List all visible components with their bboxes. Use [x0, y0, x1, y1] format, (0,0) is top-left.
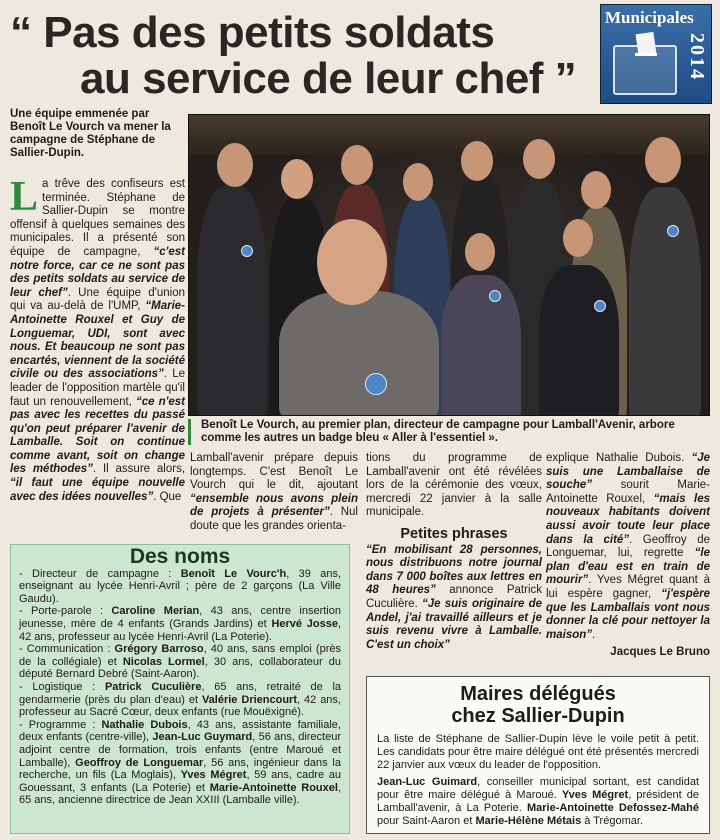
quote: “ce n'est pas avec les recettes du passé qu'on peut préparer l'avenir de Lamballe. Soit on continue comme avant, soit on change les méthodes”: [10, 395, 185, 476]
maires-box: [366, 676, 710, 834]
quote: “Je suis une Lamballaise de souche”: [546, 452, 710, 492]
quote: “ensemble nous avons plein de projets à présenter”: [190, 492, 358, 519]
quote: “mais les nouveaux habitants doivent aussi avoir toute leur place dans la cité”: [546, 492, 710, 546]
names-item: - Porte-parole : Caroline Merian, 43 ans, centre insertion jeunesse, mère de 4 enfants (Grands Jardins) et Hervé Josse, 42 ans, professeur au lycée Henri-Avril (La Poterie).: [19, 605, 341, 643]
quote: “Marie-Antoinette Rouxel et Guy de Longuemar, UDI, sont avec nous. Et beaucoup ne sont pas encartés, viennent de la société civile ou des associations”: [10, 300, 185, 381]
headline-line-1: “ Pas des petits soldats: [10, 8, 495, 57]
municipales-badge: [600, 4, 712, 104]
blue-badge-icon: [365, 373, 387, 395]
quote: “le plan d'eau est en train de mourir”: [546, 547, 710, 587]
quote: “Je suis originaire de Andel, j'ai travaillé ailleurs et je suis revenu vivre à Lamballe. C'est un choix”: [366, 597, 542, 651]
quote: “j'espère que les Lamballais vont nous donner la clé pour nettoyer la maison”: [546, 587, 710, 641]
badge-year: 2014: [686, 33, 708, 81]
article-column-1: La trêve des confiseurs est terminée. Stéphane de Sallier-Dupin se montre offensif à quelques semaines des municipales. Il a présenté son équipe de campagne, “c'est notre force, car ce ne sont pas des petits soldats au service de leur chef”. Une équipe d'union qui va au-delà de l'UMP, “Marie-Antoinette Rouxel et Guy de Longuemar, UDI, sont avec nous. Et beaucoup ne sont pas encartés, viennent de la société civile ou des associations”. Le leader de l'opposition martèle qu'il faut un renouvellement, “ce n'est pas avec les recettes du passé qu'on peut préparer l'avenir de Lamballe. Soit on continue comme avant, soit on change les méthodes”. Il assure alors, “il faut une équipe nouvelle avec des idées nouvelles”. Que: [10, 174, 186, 503]
maires-candidates: Jean-Luc Guimard, conseiller municipal sortant, est candidat pour être maire délégué à Maroué. Yves Mégret, président de Lamball'avenir, à La Poterie. Marie-Antoinette Defossez-Mahé pour Saint-Aaron et Marie-Hélène Métais à Trégomar.: [377, 776, 700, 827]
article-column-3: tions du programme de Lamball'avenir ont été révélées lors de la cérémonie des vœux, mercredi 22 janvier à la salle municipale. Petites phrases “En mobilisant 28 personnes, nous distribuons notre journal dans 7 000 boîtes aux lettres en 48 heures” annonce Patrick Cuculière. “Je suis originaire de Andel, j'ai travaillé ailleurs et je suis revenu vivre à Lamballe. C'est un choix”: [366, 452, 542, 651]
maires-box-title: Maires délégués chez Sallier-Dupin: [451, 683, 625, 727]
names-item: - Communication : Grégory Barroso, 40 ans, sans emploi (près de la collégiale) et Nicolas Lormel, 30 ans, collaborateur du député Bernard Debré (Saint-Aaron).: [19, 643, 341, 681]
standfirst: Une équipe emmenée par Benoît Le Vourch va mener la campagne de Stéphane de Sallier-Dupin.: [10, 108, 171, 159]
names-box-title: Des noms: [129, 545, 231, 568]
author-signature: Jacques Le Bruno: [610, 646, 710, 658]
names-item: - Directeur de campagne : Benoît Le Vourc'h, 39 ans, enseignant au lycée Henri-Avril ; père de 2 garçons (La Ville Gaudu).: [19, 567, 341, 605]
names-item: - Programme : Nathalie Dubois, 43 ans, assistante familiale, deux enfants (centre-ville), Jean-Luc Guymard, 56 ans, directeur adjoint centre de formation, trois enfants (entre Maroué et Lamballe), Geoffroy de Longuemar, 56 ans, ingénieur dans la recherche, un fils (La Moglais), Yves Mégret, 59 ans, cadre au Gouessant, 3 enfants (La Poterie) et Marie-Antoinette Rouxel, 65 ans, ancienne directrice de Jean XXIII (Lamballe ville).: [19, 718, 342, 807]
names-box: [10, 544, 350, 834]
ballot-box-icon: [613, 45, 677, 95]
quote: “c'est notre force, car ce ne sont pas des petits soldats au service de leur chef”: [10, 245, 185, 299]
photo-caption: Benoît Le Vourch, au premier plan, directeur de campagne pour Lamball'Avenir, arbore comme les autres un badge bleu « Aller à l'essentiel ».: [188, 419, 710, 445]
article-column-2: Lamball'avenir prépare depuis longtemps. C'est Benoît Le Vourch qui le dit, ajoutant “ensemble nous avons plein de projets à présenter”. Nul doute que les grandes orienta-: [190, 452, 358, 532]
group-photo: [188, 114, 710, 416]
headline: [10, 10, 600, 102]
quote: “En mobilisant 28 personnes, nous distribuons notre journal dans 7 000 boîtes aux lettres en 48 heures”: [366, 543, 542, 597]
badge-title: Municipales: [605, 8, 694, 27]
drop-cap: L: [10, 174, 39, 220]
headline-line-2: au service de leur chef ”: [80, 54, 577, 103]
article-column-4: explique Nathalie Dubois. “Je suis une Lamballaise de souche” sourit Marie-Antoinette Rouxel, “mais les nouveaux habitants doivent aussi avoir toute leur place dans la cité”. Geoffroy de Longuemar, lui, regrette “le plan d'eau est en train de mourir”. Yves Mégret quant à lui espère gagner, “j'espère que les Lamballais vont nous donner la clé pour nettoyer la maison”.: [546, 452, 710, 641]
names-item: - Logistique : Patrick Cuculière, 65 ans, retraité de la gendarmerie (près du plan d'eau) et Valérie Driencourt, 42 ans, professeur au Sacré Cœur, deux enfants (rue Mouëxigné).: [19, 680, 342, 719]
quote: “il faut une équipe nouvelle avec des idées nouvelles”: [10, 477, 185, 503]
maires-intro: La liste de Stéphane de Sallier-Dupin lève le voile petit à petit. Les candidats pour être maire délégué ont été présentés mercredi 22 janvier aux vœux du leader de l'opposition.: [377, 733, 699, 771]
subheading-petites-phrases: Petites phrases: [400, 525, 508, 542]
